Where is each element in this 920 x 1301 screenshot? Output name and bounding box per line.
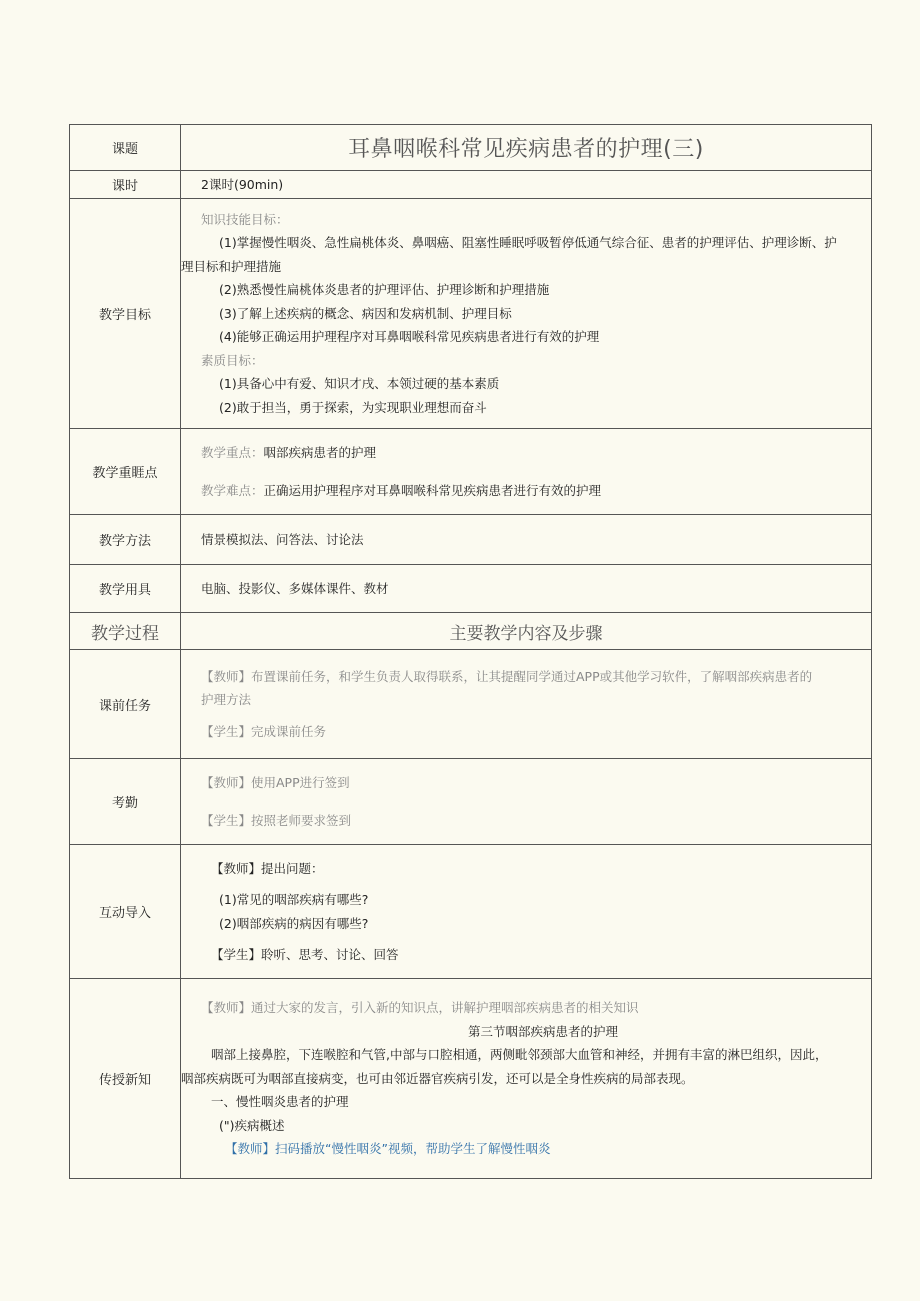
section-title: 第三节咽部疾病患者的护理 (467, 1023, 618, 1039)
attendance-label: 考勤 (70, 759, 181, 845)
attendance-teacher: 【教师】使用APP进行签到 (201, 775, 350, 790)
new-knowledge-label: 传授新知 (70, 979, 181, 1179)
topic-label: 课题 (70, 125, 181, 171)
lesson-plan-sheet (69, 124, 872, 1179)
difficult-point-prefix: 教学难点： (201, 482, 264, 498)
objective-item-4: (4)能够正确运用护理程序对耳鼻咽喉科常见疾病患者进行有效的护理 (219, 329, 600, 345)
row-pre-task (70, 650, 872, 759)
pre-task-label: 课前任务 (70, 650, 181, 759)
methods-text: 情景模拟法、问答法、讨论法 (201, 531, 364, 547)
new-knowledge-teacher: 【教师】通过大家的发言，引入新的知识点，讲解护理咽部疾病患者的相关知识 (201, 1000, 639, 1016)
row-objectives (70, 199, 872, 429)
topic-title: 耳鼻咽喉科常见疾病患者的护理(三) (181, 125, 872, 171)
row-process-header (70, 613, 872, 650)
key-point-prefix: 教学重点： (201, 445, 264, 460)
attendance-content (181, 759, 872, 845)
row-intro (70, 845, 872, 979)
tools-text: 电脑、投影仪、多媒体课件、教材 (201, 580, 389, 596)
row-tools (70, 565, 872, 613)
objective-item-3: (3)了解上述疾病的概念、病因和发病机制、护理目标 (219, 305, 512, 321)
objective-item-1-cont: 理目标和护理措施 (181, 258, 282, 274)
intro-paragraph-line1: 咽部上接鼻腔，下连喉腔和气管,中部与口腔相通，两侧毗邻颈部大血管和神经，并拥有丰富的淋巴组织，因此， (211, 1047, 828, 1063)
attendance-student: 【学生】按照老师要求签到 (201, 812, 352, 828)
pre-task-student: 【学生】完成课前任务 (201, 723, 327, 739)
row-hours (70, 171, 872, 199)
process-label: 教学过程 (70, 613, 181, 650)
tools-content (181, 565, 872, 613)
pre-task-teacher-line1: 【教师】布置课前任务，和学生负责人取得联系，让其提醒同学通过APP或其他学习软件，了解咽部疾病患者的 (201, 668, 813, 684)
intro-label: 互动导入 (70, 845, 181, 979)
hours-label: 课时 (70, 171, 181, 199)
objectives-content (181, 199, 872, 429)
heading-disease-overview: (")疾病概述 (219, 1117, 285, 1133)
key-point-line (181, 441, 865, 465)
difficult-point-line (181, 479, 865, 503)
row-key-points (70, 429, 872, 515)
intro-question-1: (1)常见的咽部疾病有哪些? (219, 892, 369, 907)
objective-item-2: (2)熟悉慢性扁桃体炎患者的护理评估、护理诊断和护理措施 (219, 282, 550, 298)
new-knowledge-content (181, 979, 872, 1179)
key-points-content (181, 429, 872, 515)
knowledge-heading: 知识技能目标： (201, 211, 289, 227)
tools-label: 教学用具 (70, 565, 181, 613)
row-topic (70, 125, 872, 171)
intro-content (181, 845, 872, 979)
heading-chronic-pharyngitis: 一、慢性咽炎患者的护理 (211, 1094, 349, 1110)
hours-text: 2课时(90min) (201, 176, 284, 192)
quality-item-2: (2)敢于担当，勇于探索，为实现职业理想而奋斗 (219, 399, 487, 415)
lesson-plan-table (69, 124, 872, 1179)
teacher-video-note: 【教师】扫码播放“慢性咽炎”视频，帮助学生了解慢性咽炎 (225, 1141, 551, 1157)
pre-task-content (181, 650, 872, 759)
process-header-title: 主要教学内容及步骤 (181, 613, 872, 650)
objective-item-1: (1)掌握慢性咽炎、急性扁桃体炎、鼻咽癌、阻塞性睡眠呼吸暂停低通气综合征、患者的护理评估、护理诊断、护 (219, 235, 837, 251)
methods-content (181, 515, 872, 565)
methods-label: 教学方法 (70, 515, 181, 565)
row-new-knowledge (70, 979, 872, 1179)
key-point-text: 咽部疾病患者的护理 (263, 445, 377, 460)
intro-paragraph-line2: 咽部疾病既可为咽部直接病变，也可由邻近器官疾病引发，还可以是全身性疾病的局部表现。 (181, 1070, 694, 1086)
row-methods (70, 515, 872, 565)
difficult-point-text: 正确运用护理程序对耳鼻咽喉科常见疾病患者进行有效的护理 (263, 482, 602, 498)
intro-student: 【学生】聆听、思考、讨论、回答 (211, 947, 399, 962)
row-attendance (70, 759, 872, 845)
objectives-label: 教学目标 (70, 199, 181, 429)
pre-task-teacher-line2: 护理方法 (201, 692, 252, 708)
intro-teacher: 【教师】提出问题： (211, 860, 324, 876)
quality-heading: 素质目标： (201, 352, 264, 368)
key-points-label: 教学重睚点 (70, 429, 181, 515)
quality-item-1: (1)具备心中有爱、知识才戌、本领过硬的基本素质 (219, 376, 500, 392)
hours-value (181, 171, 872, 199)
intro-question-2: (2)咽部疾病的病因有哪些? (219, 915, 369, 931)
